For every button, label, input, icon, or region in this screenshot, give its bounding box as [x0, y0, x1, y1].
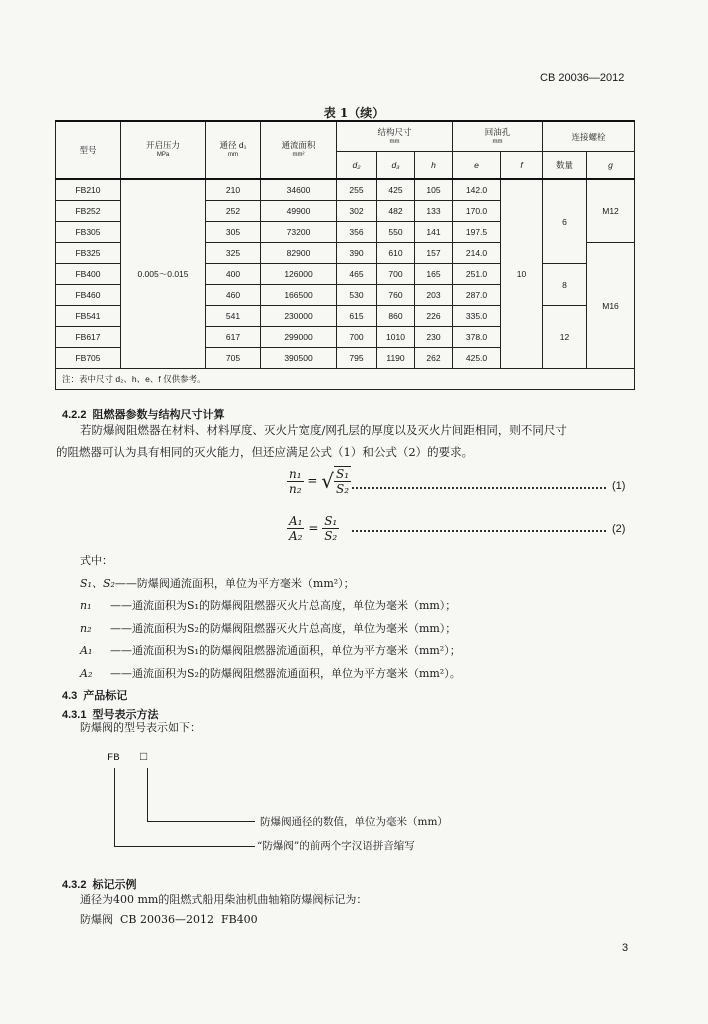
formula-1-rhs-num: S₁	[336, 467, 350, 481]
cell-model: FB325	[56, 243, 121, 264]
cell-e: 197.5	[453, 222, 501, 243]
formula-1-number: (1)	[612, 480, 626, 492]
formula-2-lhs-den: A₂	[289, 529, 303, 543]
cell-e: 251.0	[453, 264, 501, 285]
cell-model: FB705	[56, 348, 121, 369]
cell-d1: 617	[206, 327, 261, 348]
cell-d3: 610	[377, 243, 415, 264]
cell-bolt-count-3: 12	[543, 306, 587, 369]
cell-e: 170.0	[453, 201, 501, 222]
header-f: f	[501, 152, 543, 180]
definitions-intro: 式中：	[80, 554, 113, 567]
cell-d3: 760	[377, 285, 415, 306]
cell-bolt-count-1: 6	[543, 179, 587, 264]
cell-model: FB400	[56, 264, 121, 285]
cell-model: FB210	[56, 179, 121, 201]
formula-2-rhs-num: S₁	[324, 514, 338, 528]
cell-d2: 615	[337, 306, 377, 327]
header-g: g	[587, 152, 635, 180]
formula-1-lhs-den: n₂	[289, 481, 302, 496]
cell-d2: 356	[337, 222, 377, 243]
cell-model: FB460	[56, 285, 121, 306]
formula-2-eq: =	[308, 521, 319, 535]
cell-pressure-range: 0.005～0.015	[121, 179, 206, 369]
cell-bolt-count-2: 8	[543, 264, 587, 306]
cell-bolt-size-1: M12	[587, 179, 635, 243]
section-4-3-1-intro: 防爆阀的型号表示如下：	[80, 721, 201, 734]
table-title: 表 1（续）	[323, 106, 385, 120]
example-line2: 防爆阀 CB 20036—2012 FB400	[80, 913, 258, 926]
cell-d1: 305	[206, 222, 261, 243]
header-model: 型号	[56, 121, 121, 179]
formula-2-rhs-den: S₂	[324, 529, 338, 543]
cell-d3: 700	[377, 264, 415, 285]
section-4-2-2-heading: 4.2.2 阻燃器参数与结构尺寸计算	[62, 408, 225, 421]
formula-1-eq: =	[307, 473, 318, 488]
cell-area: 230000	[261, 306, 337, 327]
label-prefix: “防爆阀”的前两个字汉语拼音缩写	[257, 840, 415, 852]
cell-f-value: 10	[501, 179, 543, 369]
cell-d3: 425	[377, 179, 415, 201]
cell-d2: 465	[337, 264, 377, 285]
cell-d2: 255	[337, 179, 377, 201]
page-number: 3	[622, 942, 629, 954]
section-4-3-1-heading: 4.3.1 型号表示方法	[62, 708, 159, 721]
cell-h: 226	[415, 306, 453, 327]
cell-d3: 1010	[377, 327, 415, 348]
cell-d2: 390	[337, 243, 377, 264]
definition-item: A₂ ——通流面积为S₂的防爆阀阻燃器流通面积，单位为平方毫米（mm²）。	[80, 666, 461, 680]
cell-area: 73200	[261, 222, 337, 243]
header-oil-hole: 回油孔 mm	[453, 121, 543, 152]
cell-e: 214.0	[453, 243, 501, 264]
prefix-leader-horizontal	[114, 846, 255, 847]
cell-h: 165	[415, 264, 453, 285]
cell-h: 203	[415, 285, 453, 306]
formula-2	[287, 514, 339, 543]
cell-d1: 460	[206, 285, 261, 306]
cell-d2: 700	[337, 327, 377, 348]
cell-bolt-size-2: M16	[587, 243, 635, 369]
cell-model: FB305	[56, 222, 121, 243]
cell-area: 390500	[261, 348, 337, 369]
section-4-2-2-para-line2: 的阻燃器可认为具有相同的灭火能力，但还应满足公式（1）和公式（2）的要求。	[56, 445, 474, 459]
header-structure: 结构尺寸 mm	[337, 121, 453, 152]
definition-item: n₁ ——通流面积为S₁的防爆阀阻燃器灭火片总高度，单位为毫米（mm）；	[80, 599, 457, 612]
cell-d1: 705	[206, 348, 261, 369]
diameter-leader-vertical	[147, 768, 148, 822]
cell-area: 82900	[261, 243, 337, 264]
cell-d3: 1190	[377, 348, 415, 369]
cell-area: 166500	[261, 285, 337, 306]
formula-1-lhs-num: n₁	[289, 466, 302, 481]
cell-e: 142.0	[453, 179, 501, 201]
cell-d2: 530	[337, 285, 377, 306]
cell-e: 378.0	[453, 327, 501, 348]
cell-d3: 860	[377, 306, 415, 327]
cell-d2: 795	[337, 348, 377, 369]
cell-area: 49900	[261, 201, 337, 222]
table-header-row-1	[56, 121, 635, 152]
code-box: □	[140, 750, 148, 764]
header-h: h	[415, 152, 453, 180]
definitions	[80, 550, 461, 685]
cell-h: 262	[415, 348, 453, 369]
table-note: 注：表中尺寸 d₂、h、e、f 仅供参考。	[56, 369, 635, 390]
cell-e: 335.0	[453, 306, 501, 327]
example-line1: 通径为400 mm的阻燃式船用柴油机曲轴箱防爆阀标记为：	[80, 893, 368, 906]
table-note-row	[56, 369, 635, 390]
section-4-3-heading: 4.3 产品标记	[62, 689, 128, 702]
cell-d3: 482	[377, 201, 415, 222]
cell-area: 126000	[261, 264, 337, 285]
cell-h: 133	[415, 201, 453, 222]
header-e: e	[453, 152, 501, 180]
formula-1: $\frac{\text{n₁}}{\text{n₂}}$ = √ $\frac{\text{S₁}}{\text{S₂}}$	[289, 466, 350, 496]
definition-item: S₁、S₂——防爆阀通流面积，单位为平方毫米（mm²）；	[80, 576, 355, 590]
cell-h: 141	[415, 222, 453, 243]
cell-area: 34600	[261, 179, 337, 201]
cell-d3: 550	[377, 222, 415, 243]
cell-model: FB541	[56, 306, 121, 327]
header-flow-area: 通流面积 mm²	[261, 121, 337, 179]
header-diameter: 通径 d₁ mm	[206, 121, 261, 179]
definition-item: A₁ ——通流面积为S₁的防爆阀阻燃器流通面积，单位为平方毫米（mm²）；	[80, 644, 461, 657]
section-4-2-2-para-line1: 若防爆阀阻燃器在材料、材料厚度、灭火片宽度/网孔层的厚度以及灭火片间距相同，则不同尺寸	[80, 423, 567, 437]
cell-d1: 400	[206, 264, 261, 285]
header-bolts: 连接螺栓	[543, 121, 635, 152]
code-prefix: FB	[107, 752, 120, 764]
label-diameter: 防爆阀通径的数值，单位为毫米（mm）	[260, 816, 448, 828]
section-4-3-2-heading: 4.3.2 标记示例	[62, 878, 137, 891]
header-d2: d₂	[337, 152, 377, 180]
formula-2-number: (2)	[612, 523, 626, 535]
cell-h: 230	[415, 327, 453, 348]
cell-e: 287.0	[453, 285, 501, 306]
formula-1-rhs-den: S₂	[336, 482, 350, 496]
formula-1-leader	[352, 487, 606, 489]
cell-e: 425.0	[453, 348, 501, 369]
cell-d1: 252	[206, 201, 261, 222]
header-open-pressure: 开启压力 MPa	[121, 121, 206, 179]
formula-2-leader	[352, 530, 606, 532]
cell-model: FB252	[56, 201, 121, 222]
header-count: 数量	[543, 152, 587, 180]
cell-h: 105	[415, 179, 453, 201]
spec-table	[55, 120, 635, 390]
cell-h: 157	[415, 243, 453, 264]
cell-model: FB617	[56, 327, 121, 348]
cell-d2: 302	[337, 201, 377, 222]
cell-d1: 325	[206, 243, 261, 264]
header-d3: d₃	[377, 152, 415, 180]
definition-item: n₂ ——通流面积为S₂的防爆阀阻燃器灭火片总高度，单位为毫米（mm）；	[80, 621, 457, 635]
cell-area: 299000	[261, 327, 337, 348]
prefix-leader-vertical	[114, 768, 115, 847]
formula-2-lhs-num: A₁	[289, 514, 303, 528]
cell-d1: 210	[206, 179, 261, 201]
standard-code: CB 20036—2012	[540, 72, 625, 84]
cell-d1: 541	[206, 306, 261, 327]
table-row	[56, 179, 635, 201]
diameter-leader-horizontal	[147, 821, 255, 822]
